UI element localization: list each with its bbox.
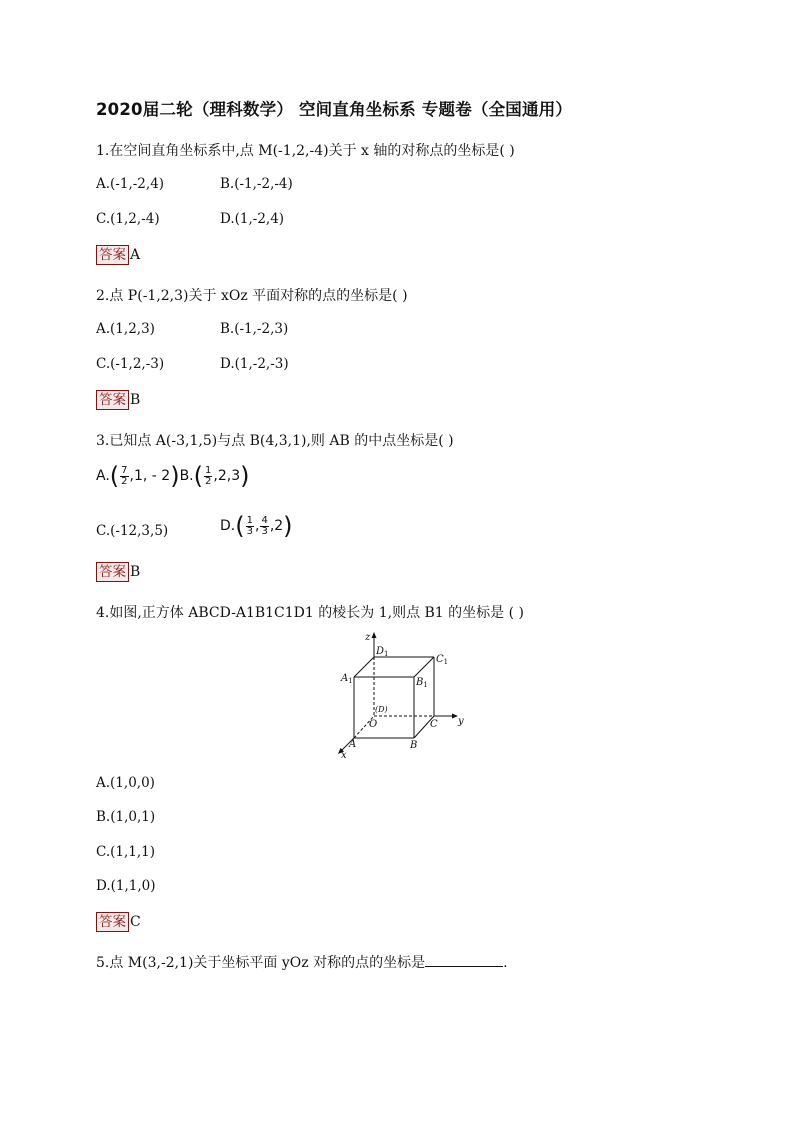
answer-badge: 答案 bbox=[96, 245, 129, 265]
answer-blank[interactable] bbox=[425, 954, 503, 967]
label-c: C bbox=[430, 719, 438, 730]
question-4-option-a: A.(1,0,0) bbox=[96, 775, 155, 791]
label-c1: $C_1$ bbox=[436, 654, 449, 666]
question-1-option-a: A.(-1,-2,4) bbox=[96, 176, 165, 192]
answer-badge: 答案 bbox=[96, 390, 129, 410]
question-2-option-d: D.(1,-2,-3) bbox=[220, 356, 289, 372]
question-1-option-c: C.(1,2,-4) bbox=[96, 211, 160, 227]
question-3-options-ab: A.( $\frac{7}{2}$ ,1, - 2)B.( $\frac{1}{2}$ ,2,3) bbox=[96, 462, 250, 490]
question-3-option-d-prefix: D. bbox=[220, 518, 236, 534]
edge-a1-d1 bbox=[354, 657, 374, 677]
answer-value: C bbox=[130, 914, 141, 930]
question-2-stem: 2.点 P(-1,2,3)关于 xOz 平面对称的点的坐标是( ) bbox=[96, 288, 408, 304]
label-d-paren: (D) bbox=[375, 705, 388, 714]
question-3-stem: 3.已知点 A(-3,1,5)与点 B(4,3,1),则 AB 的中点坐标是( ) bbox=[96, 433, 454, 449]
question-3-option-a-prefix: A. bbox=[96, 468, 110, 484]
label-x: x bbox=[341, 750, 347, 758]
question-2-option-b: B.(-1,-2,3) bbox=[220, 321, 289, 337]
edge-b1-c1 bbox=[414, 657, 434, 677]
question-3-option-a-fraction: $\frac{7}{2}$ bbox=[121, 464, 128, 487]
label-b: B bbox=[410, 740, 418, 751]
cube-diagram bbox=[336, 630, 466, 758]
answer-badge: 答案 bbox=[96, 562, 129, 582]
question-3-option-b-prefix: B. bbox=[179, 468, 194, 484]
label-b1: $B_1$ bbox=[416, 677, 428, 689]
question-5-end: . bbox=[503, 955, 508, 971]
question-2-answer bbox=[96, 390, 140, 410]
question-1-option-b: B.(-1,-2,-4) bbox=[220, 176, 293, 192]
question-4-option-d: D.(1,1,0) bbox=[96, 878, 156, 894]
question-3-option-b-fraction: $\frac{1}{2}$ bbox=[205, 464, 212, 487]
z-axis-arrow bbox=[372, 632, 377, 638]
question-3-option-a-rest: ,1, - 2 bbox=[129, 468, 171, 484]
question-2-option-a: A.(1,2,3) bbox=[96, 321, 155, 337]
question-4-answer bbox=[96, 912, 141, 932]
question-4-option-c: C.(1,1,1) bbox=[96, 844, 156, 860]
answer-value: B bbox=[130, 564, 141, 580]
answer-value: B bbox=[130, 392, 141, 408]
question-3-answer bbox=[96, 562, 140, 582]
answer-badge: 答案 bbox=[96, 912, 129, 932]
question-3-option-d-rest: ,2 bbox=[269, 518, 284, 534]
question-1-option-d: D.(1,-2,4) bbox=[220, 211, 285, 227]
question-3-option-d-fraction-1: $\frac{1}{3}$ bbox=[246, 514, 253, 537]
question-2-option-c: C.(-1,2,-3) bbox=[96, 356, 165, 372]
label-y: y bbox=[458, 716, 464, 727]
answer-value: A bbox=[130, 247, 141, 263]
question-4-stem: 4.如图,正方体 ABCD-A1B1C1D1 的棱长为 1,则点 B1 的坐标是 ( ) bbox=[96, 605, 524, 621]
label-d1: $D_1$ bbox=[376, 646, 389, 658]
question-4-option-b: B.(1,0,1) bbox=[96, 809, 156, 825]
question-5-stem bbox=[96, 952, 508, 972]
label-z: z bbox=[365, 632, 371, 643]
question-1-stem: 1.在空间直角坐标系中,点 M(-1,2,-4)关于 x 轴的对称点的坐标是( ) bbox=[96, 143, 515, 159]
question-3-option-c: C.(-12,3,5) bbox=[96, 523, 169, 539]
label-a1: $A_1$ bbox=[341, 673, 353, 685]
question-3-option-d-fraction-2: $\frac{4}{3}$ bbox=[261, 514, 268, 537]
question-5-text: 5.点 M(3,-2,1)关于坐标平面 yOz 对称的点的坐标是 bbox=[96, 955, 426, 971]
label-a: A bbox=[349, 739, 357, 750]
question-1-answer bbox=[96, 245, 140, 265]
question-3-option-b-rest: ,2,3 bbox=[213, 468, 241, 484]
label-o: O bbox=[369, 719, 378, 730]
page-title: 2020届二轮（理科数学） 空间直角坐标系 专题卷（全国通用） bbox=[96, 100, 573, 119]
question-3-option-d: D.( $\frac{1}{3}$ , $\frac{4}{3}$ ,2) bbox=[220, 512, 293, 540]
